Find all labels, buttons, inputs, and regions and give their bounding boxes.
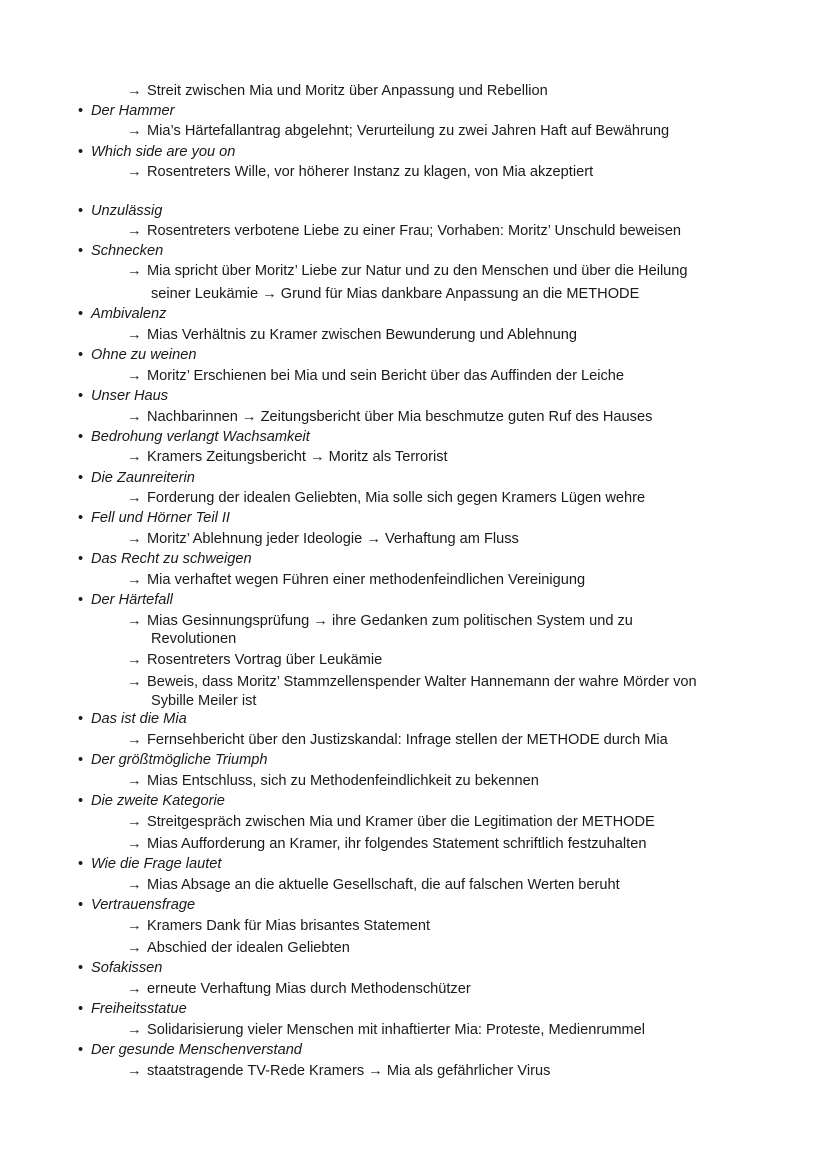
bullet-icon: •	[78, 711, 84, 727]
chapter-title	[78, 143, 235, 161]
arrow-icon: →	[127, 836, 142, 852]
detail-text: Kramers Dank für Mias brisantes Statement	[147, 918, 431, 934]
bullet-icon: •	[78, 429, 84, 445]
chapter-title-text: Freiheitsstatue	[91, 1001, 187, 1017]
chapter-title	[78, 387, 168, 405]
arrow-icon: →	[127, 449, 142, 465]
detail-line	[127, 673, 697, 691]
detail-text: Rosentreters Vortrag über Leukämie	[147, 652, 383, 668]
bullet-icon: •	[78, 592, 84, 608]
chapter-title-text: Der Härtefall	[91, 592, 173, 608]
chapter-title	[78, 428, 310, 446]
detail-text: staatstragende TV-Rede Kramers → Mia als gefährlicher Virus	[147, 1063, 551, 1079]
detail-text: seiner Leukämie → Grund für Mias dankbare Anpassung an die METHODE	[151, 286, 640, 302]
detail-line	[127, 939, 350, 957]
chapter-title	[78, 1000, 187, 1018]
detail-text: Mia verhaftet wegen Führen einer methodenfeindlichen Vereinigung	[147, 572, 586, 588]
bullet-icon: •	[78, 752, 84, 768]
bullet-icon: •	[78, 243, 84, 259]
detail-line	[127, 448, 448, 466]
detail-text: Solidarisierung vieler Menschen mit inhaftierter Mia: Proteste, Medienrummel	[147, 1022, 646, 1038]
detail-line	[127, 163, 593, 181]
bullet-icon: •	[78, 551, 84, 567]
bullet-icon: •	[78, 856, 84, 872]
chapter-title	[78, 591, 173, 609]
arrow-icon: →	[127, 674, 142, 690]
chapter-title	[78, 346, 196, 364]
detail-text: Revolutionen	[151, 631, 237, 647]
chapter-title-text: Der gesunde Menschenverstand	[91, 1042, 302, 1058]
bullet-icon: •	[78, 388, 84, 404]
arrow-icon: →	[127, 613, 142, 629]
bullet-icon: •	[78, 897, 84, 913]
chapter-title	[78, 710, 187, 728]
chapter-title	[78, 202, 162, 220]
chapter-title-text: Ambivalenz	[91, 306, 167, 322]
detail-text: Moritz’ Ablehnung jeder Ideologie → Verhaftung am Fluss	[147, 531, 519, 547]
detail-line	[127, 262, 688, 280]
bullet-icon: •	[78, 793, 84, 809]
bullet-icon: •	[78, 960, 84, 976]
arrow-icon: →	[127, 814, 142, 830]
detail-text: Kramers Zeitungsbericht → Moritz als Terrorist	[147, 449, 448, 465]
detail-continuation	[151, 692, 256, 710]
detail-text: Streitgespräch zwischen Mia und Kramer über die Legitimation der METHODE	[147, 814, 655, 830]
arrow-icon: →	[127, 263, 142, 279]
chapter-title	[78, 792, 225, 810]
detail-line	[127, 876, 620, 894]
detail-line	[127, 408, 652, 426]
detail-text: Mias Entschluss, sich zu Methodenfeindlichkeit zu bekennen	[147, 773, 539, 789]
chapter-title	[78, 102, 175, 120]
bullet-icon: •	[78, 144, 84, 160]
chapter-title-text: Der größtmögliche Triumph	[91, 752, 268, 768]
detail-text: erneute Verhaftung Mias durch Methodenschützer	[147, 981, 471, 997]
chapter-title-text: Das ist die Mia	[91, 711, 187, 727]
arrow-icon: →	[127, 123, 142, 139]
arrow-icon: →	[127, 940, 142, 956]
chapter-title	[78, 855, 221, 873]
bullet-icon: •	[78, 1042, 84, 1058]
detail-continuation	[151, 285, 639, 303]
bullet-icon: •	[78, 510, 84, 526]
detail-line	[127, 980, 471, 998]
arrow-icon: →	[127, 773, 142, 789]
bullet-icon: •	[78, 347, 84, 363]
detail-text: Mias Aufforderung an Kramer, ihr folgendes Statement schriftlich festzuhalten	[147, 836, 647, 852]
chapter-title	[78, 469, 195, 487]
detail-line	[127, 326, 577, 344]
detail-line	[127, 612, 633, 630]
detail-text: Forderung der idealen Geliebten, Mia solle sich gegen Kramers Lügen wehre	[147, 490, 646, 506]
arrow-icon: →	[127, 572, 142, 588]
detail-line	[127, 82, 548, 100]
chapter-title-text: Der Hammer	[91, 103, 175, 119]
chapter-title-text: Which side are you on	[91, 144, 236, 160]
detail-line	[127, 835, 646, 853]
chapter-title-text: Schnecken	[91, 243, 164, 259]
detail-line	[127, 530, 519, 548]
arrow-icon: →	[127, 981, 142, 997]
detail-line	[127, 367, 624, 385]
chapter-title-text: Wie die Frage lautet	[91, 856, 222, 872]
detail-line	[127, 731, 668, 749]
arrow-icon: →	[127, 327, 142, 343]
arrow-icon: →	[127, 877, 142, 893]
detail-text: Fernsehbericht über den Justizskandal: Infrage stellen der METHODE durch Mia	[147, 732, 668, 748]
bullet-icon: •	[78, 306, 84, 322]
detail-text: Nachbarinnen → Zeitungsbericht über Mia beschmutze guten Ruf des Hauses	[147, 409, 653, 425]
detail-text: Mias Verhältnis zu Kramer zwischen Bewunderung und Ablehnung	[147, 327, 577, 343]
detail-continuation	[151, 630, 236, 648]
arrow-icon: →	[127, 83, 142, 99]
bullet-icon: •	[78, 203, 84, 219]
bullet-icon: •	[78, 1001, 84, 1017]
detail-line	[127, 222, 681, 240]
chapter-title-text: Die zweite Kategorie	[91, 793, 225, 809]
detail-line	[127, 1021, 645, 1039]
detail-line	[127, 917, 430, 935]
detail-text: Rosentreters Wille, vor höherer Instanz zu klagen, von Mia akzeptiert	[147, 164, 594, 180]
detail-line	[127, 813, 655, 831]
chapter-title	[78, 896, 195, 914]
arrow-icon: →	[127, 732, 142, 748]
detail-text: Mia spricht über Moritz’ Liebe zur Natur und zu den Menschen und über die Heilung	[147, 263, 688, 279]
arrow-icon: →	[127, 652, 142, 668]
arrow-icon: →	[127, 490, 142, 506]
chapter-title-text: Vertrauensfrage	[91, 897, 196, 913]
chapter-title	[78, 242, 163, 260]
bullet-icon: •	[78, 470, 84, 486]
chapter-title	[78, 305, 166, 323]
detail-line	[127, 1062, 550, 1080]
chapter-title-text: Das Recht zu schweigen	[91, 551, 252, 567]
arrow-icon: →	[127, 223, 142, 239]
chapter-title	[78, 1041, 302, 1059]
chapter-title	[78, 550, 252, 568]
detail-line	[127, 772, 539, 790]
arrow-icon: →	[127, 918, 142, 934]
chapter-title-text: Unzulässig	[91, 203, 163, 219]
arrow-icon: →	[127, 531, 142, 547]
detail-line	[127, 571, 585, 589]
arrow-icon: →	[127, 164, 142, 180]
detail-line	[127, 651, 382, 669]
detail-text: Mia’s Härtefallantrag abgelehnt; Verurteilung zu zwei Jahren Haft auf Bewährung	[147, 123, 670, 139]
chapter-title	[78, 959, 162, 977]
arrow-icon: →	[127, 1063, 142, 1079]
detail-text: Beweis, dass Moritz’ Stammzellenspender Walter Hannemann der wahre Mörder von	[147, 674, 697, 690]
detail-line	[127, 489, 645, 507]
chapter-title-text: Sofakissen	[91, 960, 163, 976]
detail-text: Mias Gesinnungsprüfung → ihre Gedanken zum politischen System und zu	[147, 613, 633, 629]
chapter-title	[78, 509, 230, 527]
arrow-icon: →	[127, 1022, 142, 1038]
detail-text: Streit zwischen Mia und Moritz über Anpassung und Rebellion	[147, 83, 548, 99]
chapter-title	[78, 751, 268, 769]
chapter-title-text: Die Zaunreiterin	[91, 470, 195, 486]
detail-text: Mias Absage an die aktuelle Gesellschaft, die auf falschen Werten beruht	[147, 877, 620, 893]
detail-text: Rosentreters verbotene Liebe zu einer Frau; Vorhaben: Moritz’ Unschuld beweisen	[147, 223, 682, 239]
detail-line	[127, 122, 669, 140]
detail-text: Sybille Meiler ist	[151, 693, 257, 709]
chapter-title-text: Ohne zu weinen	[91, 347, 197, 363]
arrow-icon: →	[127, 368, 142, 384]
arrow-icon: →	[127, 409, 142, 425]
chapter-title-text: Unser Haus	[91, 388, 169, 404]
chapter-title-text: Bedrohung verlangt Wachsamkeit	[91, 429, 310, 445]
bullet-icon: •	[78, 103, 84, 119]
chapter-title-text: Fell und Hörner Teil II	[91, 510, 230, 526]
detail-text: Abschied der idealen Geliebten	[147, 940, 350, 956]
detail-text: Moritz’ Erschienen bei Mia und sein Bericht über das Auffinden der Leiche	[147, 368, 625, 384]
